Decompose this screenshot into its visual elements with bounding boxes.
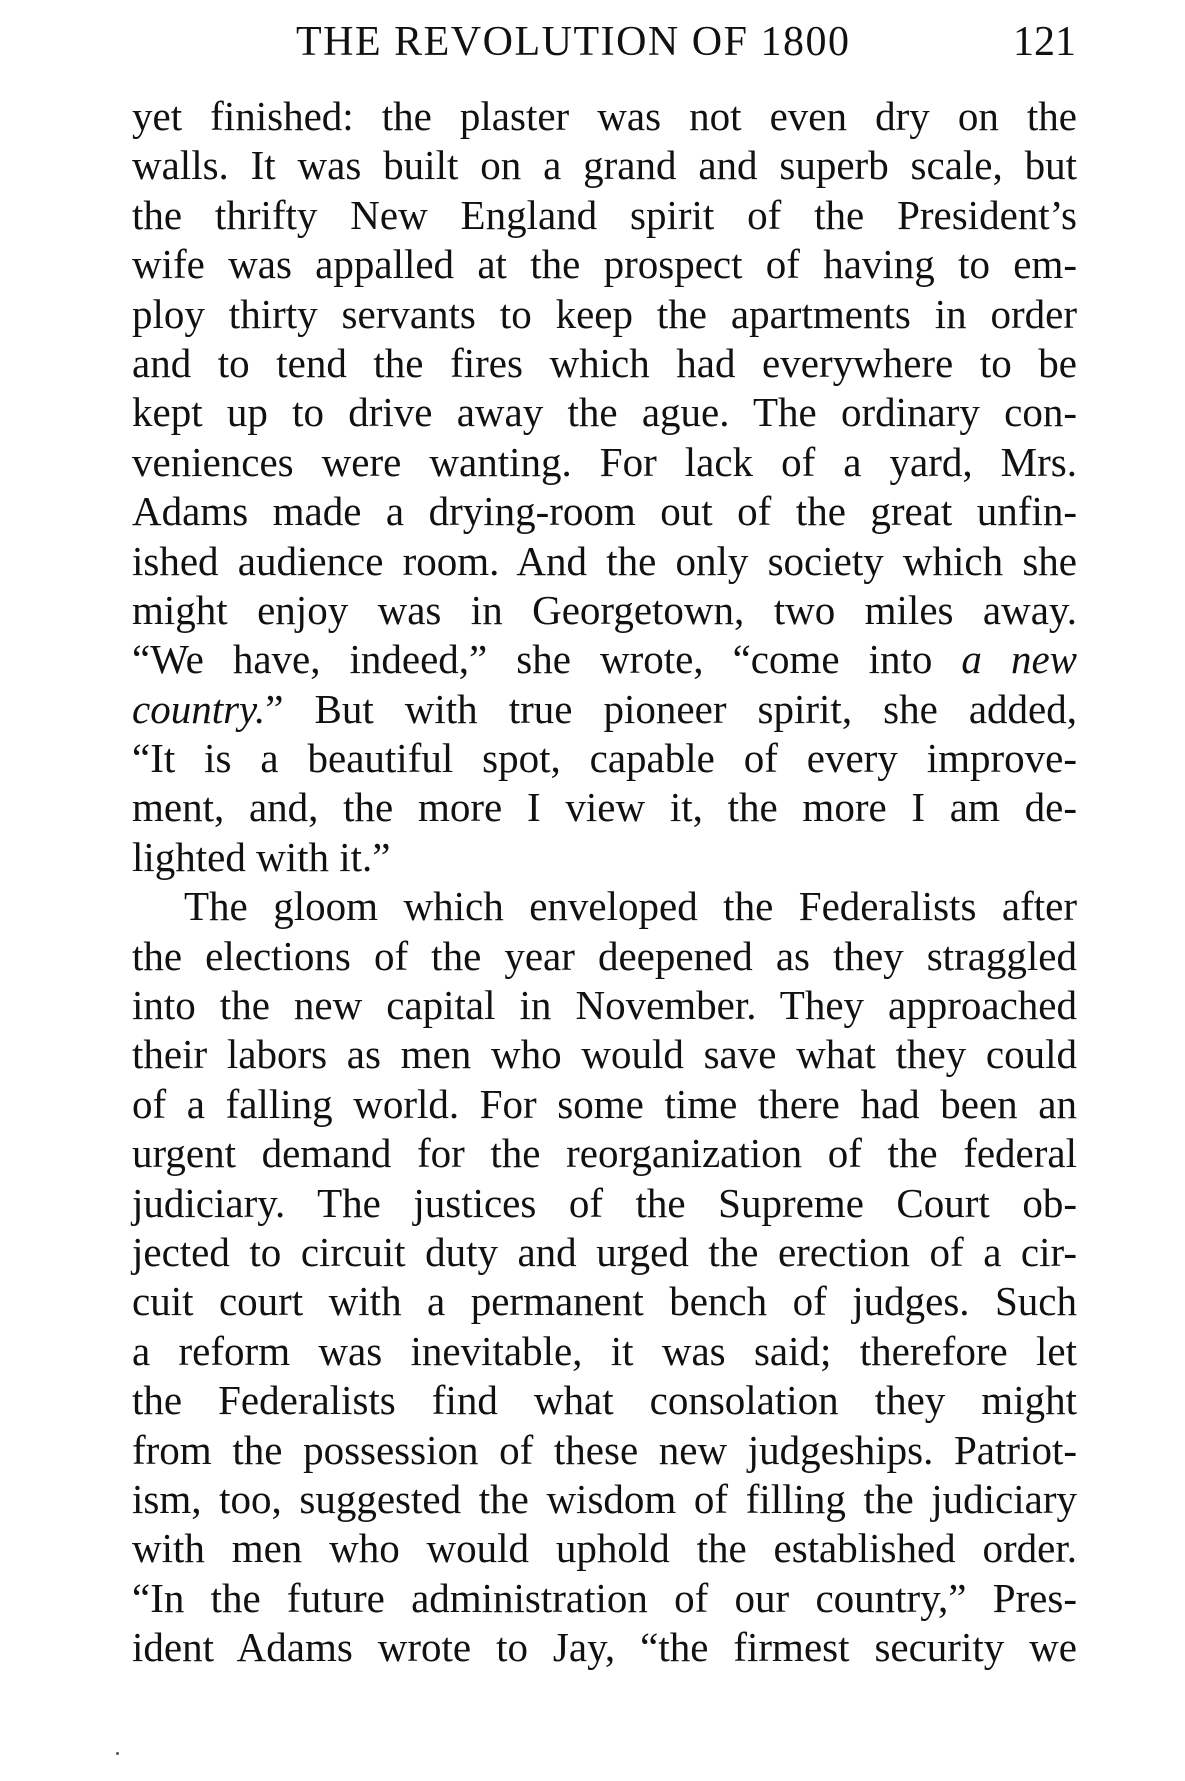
text-line: with men who would uphold the established order.	[132, 1525, 1077, 1572]
text-line: and to tend the fires which had everywhere to be	[132, 339, 1077, 386]
text-line	[132, 685, 1077, 734]
text-line: judiciary. The justices of the Supreme Court ob-	[132, 1179, 1077, 1226]
text-line: ished audience room. And the only society which she	[132, 537, 1077, 584]
text-line: wife was appalled at the prospect of having to em-	[132, 241, 1077, 288]
text-line: “It is a beautiful spot, capable of every improve-	[132, 735, 1077, 782]
quote-text: “We have, indeed,” she wrote, “come into	[132, 636, 933, 683]
running-head	[296, 18, 1076, 68]
text-line: “In the future administration of our country,” Pres-	[132, 1574, 1077, 1621]
text-line: cuit court with a permanent bench of judges. Such	[132, 1278, 1077, 1325]
text-line: might enjoy was in Georgetown, two miles away.	[132, 586, 1077, 633]
text-line: from the possession of these new judgeships. Patriot-	[132, 1426, 1077, 1473]
page-number: 121	[1013, 19, 1076, 65]
text-line: ment, and, the more I view it, the more I am de-	[132, 784, 1077, 831]
text-line: their labors as men who would save what they could	[132, 1031, 1077, 1078]
text-line	[132, 635, 1077, 684]
text-line: walls. It was built on a grand and superb scale, but	[132, 142, 1077, 189]
text-line: The gloom which enveloped the Federalists after	[184, 883, 1077, 930]
text-line: lighted with it.”	[132, 833, 391, 880]
text-line: urgent demand for the reorganization of the federal	[132, 1130, 1077, 1177]
text-line: Adams made a drying-room out of the great unfin-	[132, 488, 1077, 535]
text-line: the thrifty New England spirit of the President’s	[132, 191, 1077, 238]
text-line: jected to circuit duty and urged the erection of a cir-	[132, 1228, 1077, 1275]
quote-text: ” But with true pioneer spirit, she added,	[265, 685, 1077, 732]
text-line: yet finished: the plaster was not even dry on the	[132, 93, 1077, 139]
text-line: into the new capital in November. They approached	[132, 982, 1077, 1029]
text-line: a reform was inevitable, it was said; therefore let	[132, 1327, 1077, 1374]
text-line: the Federalists find what consolation they might	[132, 1377, 1077, 1424]
body-text	[132, 92, 1077, 1673]
italic-text: a new	[961, 636, 1077, 683]
text-line: the elections of the year deepened as they straggled	[132, 932, 1077, 979]
text-line: kept up to drive away the ague. The ordinary con-	[132, 389, 1077, 436]
text-line: ident Adams wrote to Jay, “the firmest security we	[132, 1624, 1077, 1671]
text-line: of a falling world. For some time there had been an	[132, 1080, 1077, 1127]
text-line: ploy thirty servants to keep the apartments in order	[132, 290, 1077, 337]
text-line: veniences were wanting. For lack of a yard, Mrs.	[132, 438, 1077, 485]
print-speck	[116, 1752, 119, 1755]
running-head-title: THE REVOLUTION OF 1800	[296, 19, 851, 65]
text-line: ism, too, suggested the wisdom of filling the judiciary	[132, 1475, 1077, 1522]
italic-text: country.	[132, 685, 266, 732]
